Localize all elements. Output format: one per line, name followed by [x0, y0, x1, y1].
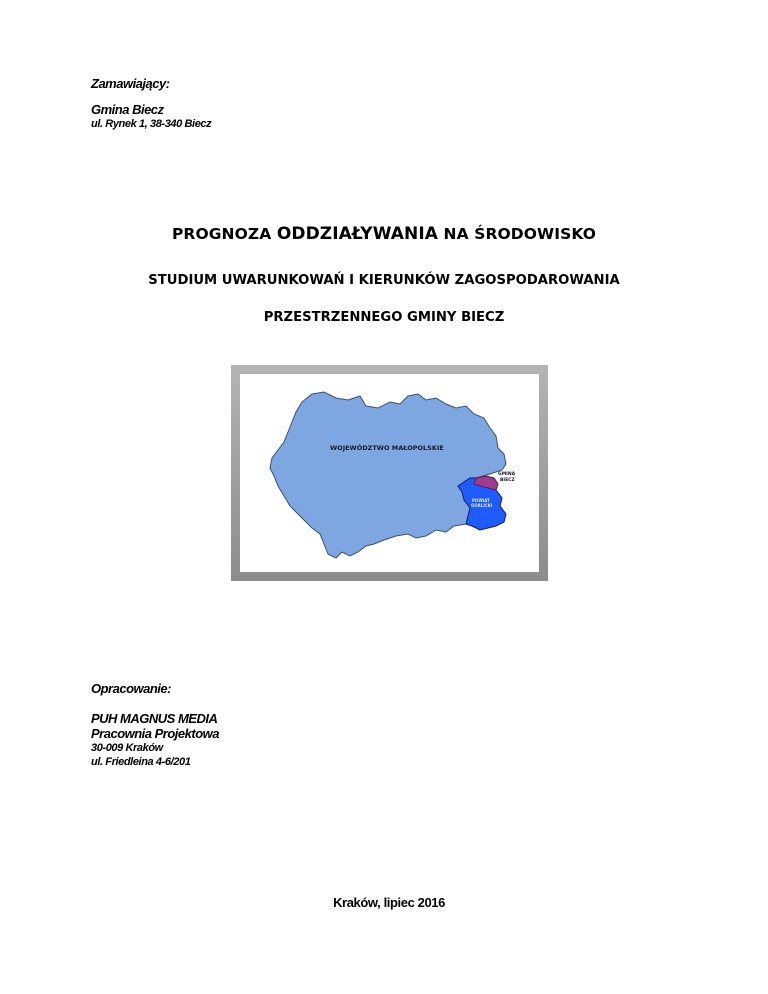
client-label: Zamawiający: — [91, 76, 170, 91]
client-block — [91, 76, 391, 131]
client-name: Gmina Biecz — [91, 102, 164, 117]
region-shape — [270, 392, 506, 558]
author-company: PUH MAGNUS MEDIA — [91, 711, 218, 726]
map-panel — [240, 374, 539, 572]
subtitle-line-1: STUDIUM UWARUNKOWAŃ I KIERUNKÓW ZAGOSPODAROWANIA — [148, 273, 620, 288]
author-street: ul. Friedleina 4-6/201 — [91, 756, 191, 768]
map-label-powiat-1: POWIAT — [472, 498, 490, 503]
region-map — [240, 374, 539, 572]
author-city: 30-009 Kraków — [91, 742, 163, 754]
subtitle-line-2: PRZESTRZENNEGO GMINY BIECZ — [263, 310, 505, 325]
author-unit: Pracownia Projektowa — [91, 726, 219, 741]
title-part-2: ODDZIAŁYWANIA — [276, 224, 439, 244]
title-part-3: NA ŚRODOWISKO — [438, 225, 597, 243]
author-block — [91, 681, 391, 769]
title-part-1: PROGNOZA — [171, 225, 277, 243]
document-title — [0, 224, 768, 244]
map-label-region: WOJEWÓDZTWO MAŁOPOLSKIE — [330, 444, 444, 452]
map-label-gmina-1: GMINA — [498, 472, 516, 477]
place-date: Kraków, lipiec 2016 — [333, 895, 445, 910]
map-label-gmina-2: BIECZ — [500, 478, 515, 483]
map-label-powiat-2: GORLICKI — [471, 503, 493, 508]
client-address: ul. Rynek 1, 38-340 Biecz — [91, 118, 212, 130]
author-label: Opracowanie: — [91, 681, 171, 696]
map-frame — [231, 365, 548, 581]
